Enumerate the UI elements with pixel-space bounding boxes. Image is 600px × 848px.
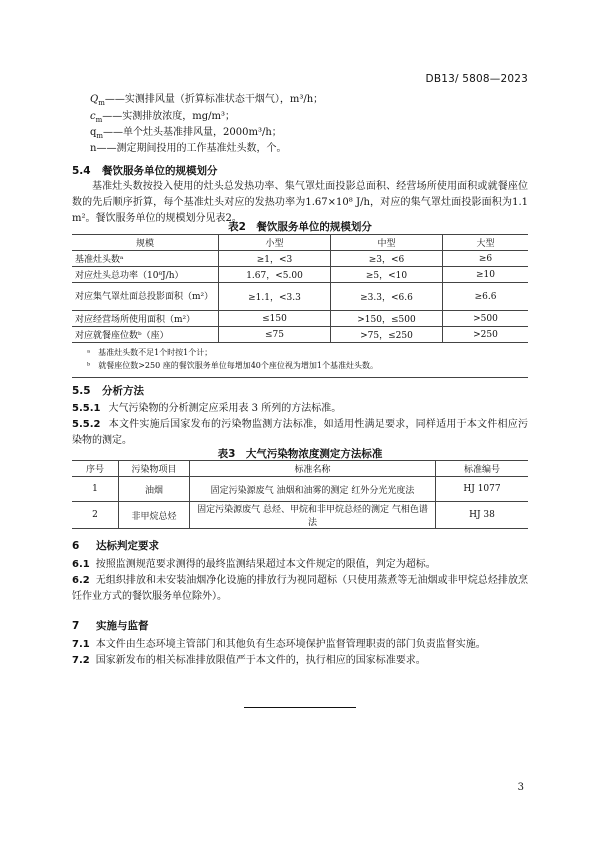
clause-5-5-2: 5.5.2 本文件实施后国家发布的污染物监测方法标准，如适用性满足要求，同样适用于本文件相应污染物的测定。 — [72, 419, 528, 446]
table-row: 2 非甲烷总烃 固定污染源废气 总烃、甲烷和非甲烷总烃的测定 气相色谱法 HJ 38 — [72, 502, 528, 529]
table3-header-no: 序号 — [72, 461, 119, 477]
section-7-heading: 7 实施与监督 — [72, 620, 149, 632]
page-number: 3 — [517, 782, 524, 793]
table-row: 对应就餐座位数ᵇ（座） ≤75 >75，≤250 >250 — [72, 327, 528, 343]
table2-note-b: ᵇ 就餐座位数>250 座的餐饮服务单位每增加40个座位视为增加1个基准灶头数。 — [87, 361, 378, 370]
document-number: DB13/ 5808—2023 — [425, 73, 528, 85]
section-5-5-heading: 5.5 分析方法 — [72, 385, 144, 397]
table2-note-a: ᵃ 基准灶头数不足1个时按1个计； — [87, 348, 213, 357]
section-6-heading: 6 达标判定要求 — [72, 540, 159, 552]
table-row: 对应经营场所使用面积（m²） ≤150 >150，≤500 >500 — [72, 311, 528, 327]
definition-qm: $q_m——$单个灶头基准排风量，2000m³/h； — [90, 127, 282, 140]
table2-header-large: 大型 — [443, 235, 529, 251]
table2-notes — [72, 343, 528, 378]
table2-header-scale: 规模 — [72, 235, 219, 251]
table3-header-name: 标准名称 — [190, 461, 436, 477]
table-row: 1 油烟 固定污染源废气 油烟和油雾的测定 红外分光光度法 HJ 1077 — [72, 477, 528, 502]
table-row: 基准灶头数ᵃ ≥1，<3 ≥3，<6 ≥6 — [72, 251, 528, 267]
section-5-4-paragraph: 基准灶头数按投入使用的灶头总发热功率、集气罩灶面投影总面积、经营场所使用面积或就餐座位数的先后顺序折算，每个基准灶头对应的发热功率为1.67×10⁸ J/h，对应的集气罩灶面投影面积为1.1 m²。餐饮服务单位的规模划分见表2。 — [72, 181, 528, 224]
definition-n: n——测定期间投用的工作基准灶头数，个。 — [90, 143, 287, 154]
clause-6-1: 6.1 按照监测规范要求测得的最终监测结果超过本文件规定的限值，判定为超标。 — [72, 559, 436, 570]
table-row: 对应集气罩灶面总投影面积（m²） ≥1.1，<3.3 ≥3.3，<6.6 ≥6.6 — [72, 283, 528, 311]
definition-q: $Q_m——$实测排风量（折算标准状态干烟气），m³/h； — [90, 94, 324, 107]
table2-header-small: 小型 — [219, 235, 331, 251]
clause-6-2: 6.2 无组织排放和未安装油烟净化设施的排放行为视同超标（只使用蒸煮等无油烟或非甲烷总烃排放烹饪作业方式的餐饮服务单位除外）。 — [72, 575, 528, 602]
table3-header-item: 污染物项目 — [119, 461, 190, 477]
table2-caption: 表2 餐饮服务单位的规模划分 — [228, 221, 372, 233]
clause-7-2: 7.2 国家新发布的相关标准排放限值严于本文件的，执行相应的国家标准要求。 — [72, 655, 426, 666]
table3-caption: 表3 大气污染物浓度测定方法标准 — [217, 448, 383, 460]
table2 — [72, 234, 528, 378]
table2-header-medium: 中型 — [331, 235, 443, 251]
section-5-4-heading: 5.4 餐饮服务单位的规模划分 — [72, 165, 218, 177]
end-rule — [244, 707, 356, 708]
clause-5-5-1: 5.5.1 大气污染物的分析测定应采用表 3 所列的方法标准。 — [72, 403, 342, 414]
table3-header-code: 标准编号 — [436, 461, 529, 477]
clause-7-1: 7.1 本文件由生态环境主管部门和其他负有生态环境保护监督管理职责的部门负责监督实施。 — [72, 639, 486, 650]
table-row: 对应灶头总功率（10⁸J/h） 1.67，<5.00 ≥5，<10 ≥10 — [72, 267, 528, 283]
definition-c: $c_m——$实测排放浓度，mg/m³； — [90, 111, 235, 124]
table3 — [72, 460, 528, 529]
